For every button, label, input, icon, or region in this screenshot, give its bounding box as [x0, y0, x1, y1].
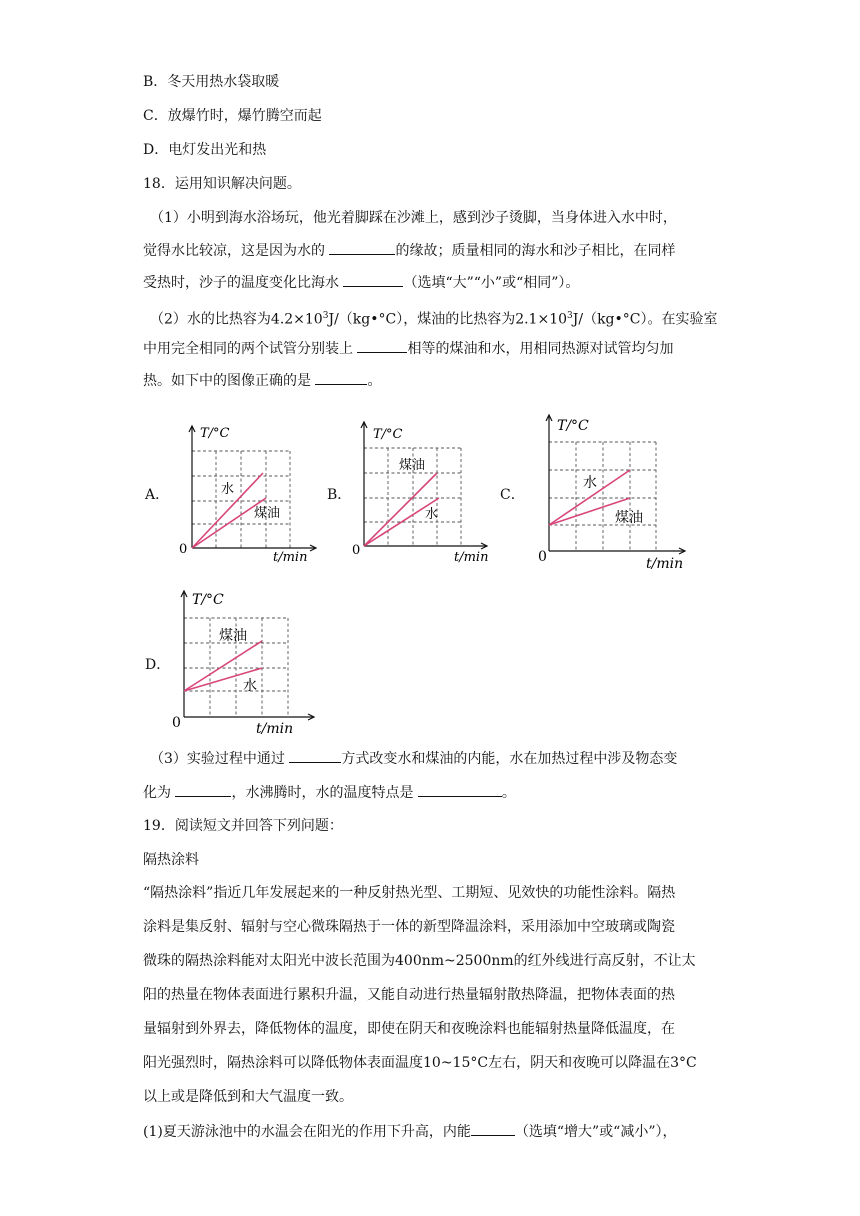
graph-a-x-label: t/min [273, 550, 308, 565]
option-b: B．冬天用热水袋取暖 [143, 74, 280, 90]
graph-a-origin: 0 [179, 542, 188, 557]
graph-c-upper-label: 水 [583, 475, 597, 491]
q19-body-line-3: 微珠的隔热涂料能对太阳光中波长范围为400nm~2500nm的红外线进行高反射，不让太 [143, 953, 696, 969]
q18-part1-line1: （1）小明到海水浴场玩，他光着脚踩在沙滩上，感到沙子烫脚，当身体进入水中时， [150, 210, 677, 226]
graph-c-lower-label: 煤油 [615, 510, 643, 526]
q19-body-line-2: 涂料是集反射、辐射与空心微珠隔热于一体的新型降温涂料，采用添加中空玻璃或陶瓷 [143, 919, 675, 935]
graph-a-upper-label: 水 [221, 482, 235, 497]
graph-d [165, 585, 325, 740]
q18-part1-line3: 受热时，沙子的温度变化比海水 （选填“大”“小”或“相同”）。 [143, 272, 579, 293]
answer-blank[interactable] [418, 782, 502, 797]
q19-body-line-5: 量辐射到外界去，降低物体的温度，即使在阴天和夜晚涂料也能辐射热量降低温度，在 [143, 1021, 675, 1037]
graph-a-lower-label: 煤油 [254, 506, 281, 521]
q18-part2-line1: （2）水的比热容为$4.2\times 10^3J/(kg•^\circ C)$，煤油的比热容为$2.1\times 10^3J/(kg•^\circ C)$。在实验室 [150, 311, 718, 328]
graph-a-y-label: T/°C [200, 426, 230, 441]
q18-title: 18．运用知识解决问题。 [143, 176, 301, 192]
graph-c [528, 410, 688, 575]
graph-c-y-label: T/°C [557, 418, 589, 434]
q19-body-line-6: 阳光强烈时，隔热涂料可以降低物体表面温度10~15°C左右，阴天和夜晚可以降温在3°C [143, 1055, 697, 1071]
graph-b-upper-label: 煤油 [399, 458, 426, 473]
graph-a [170, 420, 330, 570]
graph-c-origin: 0 [538, 549, 547, 565]
answer-blank[interactable] [315, 370, 367, 385]
answer-blank[interactable] [329, 240, 395, 255]
graph-d-y-label: T/°C [192, 592, 224, 608]
q18-part3-line2: 化为 ，水沸腾时，水的温度特点是 。 [143, 782, 516, 803]
q19-title: 19．阅读短文并回答下列问题： [143, 818, 343, 834]
q19-heading: 隔热涂料 [143, 852, 199, 868]
graph-b-label: B． [327, 487, 352, 503]
option-c: C．放爆竹时，爆竹腾空而起 [143, 108, 322, 124]
option-d: D．电灯发出光和热 [143, 142, 267, 158]
q19-sub1: (1)夏天游泳池中的水温会在阳光的作用下升高，内能 （选填“增大”或“减小”）， [143, 1121, 676, 1142]
graph-b-x-label: t/min [454, 550, 489, 565]
graph-b-y-label: T/°C [373, 427, 403, 442]
answer-blank[interactable] [471, 1121, 515, 1136]
q18-part2-line3: 热。如下中的图像正确的是 。 [143, 370, 381, 391]
answer-blank[interactable] [289, 748, 341, 763]
answer-blank[interactable] [357, 338, 407, 353]
graph-c-label: C． [500, 487, 525, 503]
answer-blank[interactable] [343, 272, 403, 287]
graph-a-label: A． [145, 487, 170, 503]
graph-b-origin: 0 [352, 543, 361, 558]
graph-d-label: D． [145, 657, 171, 673]
graph-b [343, 420, 503, 570]
graph-d-x-label: t/min [256, 721, 294, 737]
q19-body-line-1: “隔热涂料”指近几年发展起来的一种反射热光型、工期短、见效快的功能性涂料。隔热 [143, 885, 676, 901]
graph-d-lower-label: 水 [243, 678, 257, 694]
q19-body-line-7: 以上或是降低到和大气温度一致。 [143, 1089, 353, 1105]
q18-part3-line1: （3）实验过程中通过 方式改变水和煤油的内能，水在加热过程中涉及物态变 [150, 748, 677, 769]
q18-part2-line2: 中用完全相同的两个试管分别装上 相等的煤油和水，用相同热源对试管均匀加 [143, 338, 673, 359]
answer-blank[interactable] [175, 782, 231, 797]
q19-body-line-4: 阳的热量在物体表面进行累积升温，又能自动进行热量辐射散热降温，把物体表面的热 [143, 987, 675, 1003]
graph-d-origin: 0 [172, 715, 181, 731]
graph-b-lower-label: 水 [425, 507, 439, 522]
graph-d-upper-label: 煤油 [219, 628, 247, 644]
graph-c-x-label: t/min [646, 556, 684, 572]
q18-part1-line2: 觉得水比较凉，这是因为水的 的缘故；质量相同的海水和沙子相比，在同样 [143, 240, 675, 261]
